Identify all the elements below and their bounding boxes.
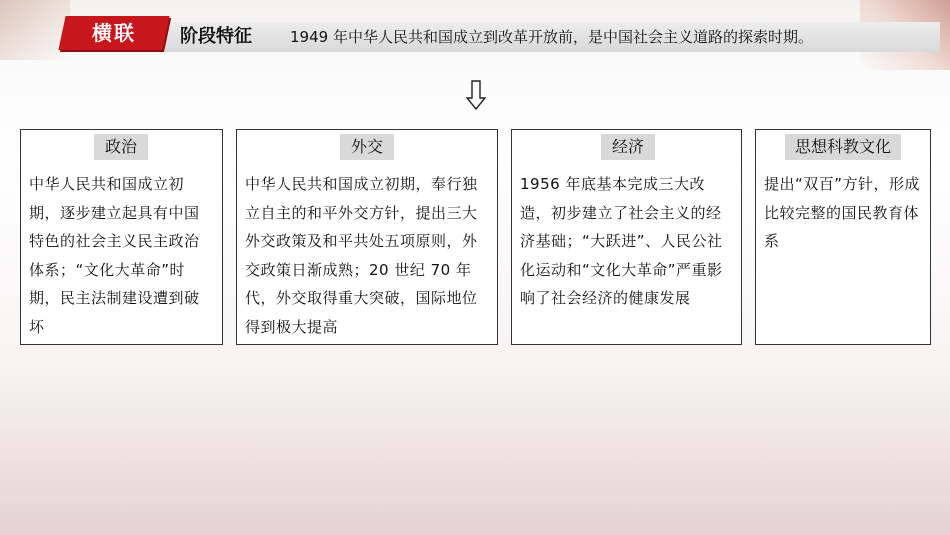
politics-box [20,129,223,345]
section-title: 阶段特征 [180,26,252,47]
section-description: 1949 年中华人民共和国成立到改革开放前，是中国社会主义道路的探索时期。 [290,28,813,46]
politics-text: 中华人民共和国成立初期，逐步建立起具有中国特色的社会主义民主政治体系；“文化大革命”时期，民主法制建设遭到破坏 [29,175,200,336]
culture-text: 提出“双百”方针，形成比较完整的国民教育体系 [764,175,921,250]
culture-title: 思想科教文化 [785,134,901,160]
diplomacy-title: 外交 [340,134,394,160]
background-decoration-left [0,0,70,60]
economy-box [511,129,742,345]
header-tag: 横联 [92,21,136,45]
economy-text: 1956 年底基本完成三大改造，初步建立了社会主义的经济基础；“大跃进”、人民公社化运动和“文化大革命”严重影响了社会经济的健康发展 [520,175,723,307]
diplomacy-text: 中华人民共和国成立初期，奉行独立自主的和平外交方针，提出三大外交政策及和平共处五项原则，外交政策日渐成熟；20 世纪 70 年代，外交取得重大突破，国际地位得到极大提高 [245,175,478,336]
diplomacy-box [236,129,498,345]
economy-title: 经济 [601,134,655,160]
down-arrow-icon [466,80,486,110]
culture-box [755,129,931,345]
background-decoration-bottom [0,365,950,535]
politics-title: 政治 [94,134,148,160]
